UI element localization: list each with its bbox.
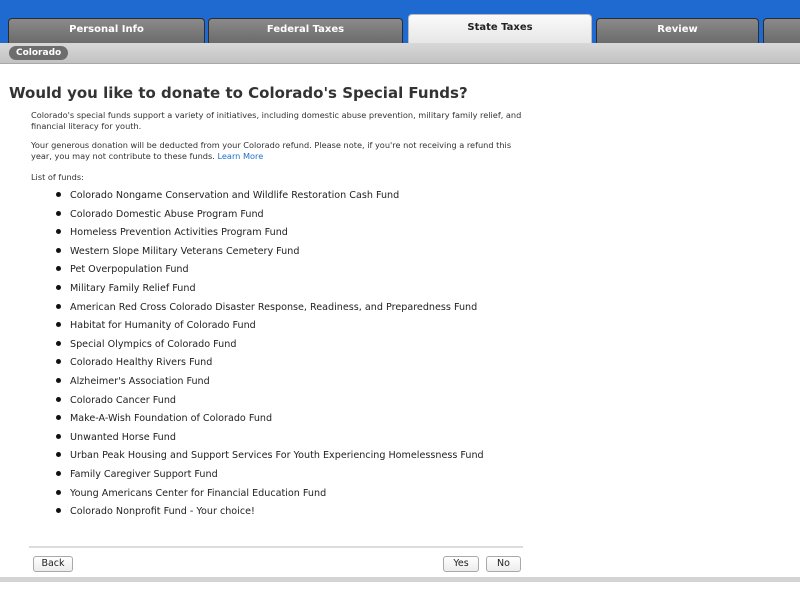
back-button[interactable]: Back [33, 556, 73, 572]
bullet-icon [56, 211, 61, 216]
list-item [56, 187, 484, 206]
bullet-icon [56, 434, 61, 439]
fund-name: Colorado Domestic Abuse Program Fund [70, 208, 264, 220]
bullet-icon [56, 452, 61, 457]
fund-name: Military Family Relief Fund [70, 282, 196, 294]
fund-name: Homeless Prevention Activities Program Fund [70, 227, 288, 239]
bullet-icon [56, 508, 61, 513]
fund-name: Colorado Healthy Rivers Fund [70, 357, 213, 369]
fund-name: Special Olympics of Colorado Fund [70, 338, 237, 350]
fund-name: Unwanted Horse Fund [70, 431, 176, 443]
tab-review[interactable]: Review [596, 18, 759, 43]
list-item [56, 410, 484, 429]
bullet-icon [56, 192, 61, 197]
fund-name: Colorado Nongame Conservation and Wildlife Restoration Cash Fund [70, 190, 400, 201]
tab-overflow[interactable] [763, 18, 800, 43]
page-title: Would you like to donate to Colorado's Special Funds? [9, 84, 468, 102]
list-item [56, 354, 484, 373]
list-item [56, 447, 484, 466]
bullet-icon [56, 378, 61, 383]
fund-name: Habitat for Humanity of Colorado Fund [70, 320, 256, 332]
bullet-icon [56, 285, 61, 290]
bullet-icon [56, 229, 61, 234]
list-item [56, 243, 484, 262]
bullet-icon [56, 322, 61, 327]
fund-name: Alzheimer's Association Fund [70, 375, 210, 387]
list-item [56, 466, 484, 485]
no-button[interactable]: No [486, 556, 521, 572]
fund-name: Urban Peak Housing and Support Services For Youth Experiencing Homelessness Fund [70, 450, 484, 462]
bullet-icon [56, 359, 61, 364]
fund-name: Family Caregiver Support Fund [70, 468, 218, 480]
bullet-icon [56, 397, 61, 402]
fund-name: Pet Overpopulation Fund [70, 264, 189, 276]
funds-list-label: List of funds: [31, 172, 84, 182]
bullet-icon [56, 415, 61, 420]
intro-paragraph: Colorado's special funds support a variety of initiatives, including domestic abuse prevention, military family relief, and financial literacy for youth. [31, 110, 522, 131]
bullet-icon [56, 471, 61, 476]
list-item [56, 299, 484, 318]
funds-list [56, 187, 484, 522]
tab-federal-taxes[interactable]: Federal Taxes [208, 18, 403, 43]
tab-personal-info[interactable]: Personal Info [8, 18, 205, 43]
list-item [56, 280, 484, 299]
footer-divider [29, 546, 523, 548]
list-item [56, 485, 484, 504]
bullet-icon [56, 266, 61, 271]
list-item [56, 261, 484, 280]
list-item [56, 224, 484, 243]
learn-more-link[interactable]: Learn More [217, 151, 264, 161]
list-item [56, 373, 484, 392]
list-item [56, 336, 484, 355]
list-item [56, 317, 484, 336]
refund-note-text: Your generous donation will be deducted from your Colorado refund. Please note, if you're not receiving a refund this year, you may not contribute to these funds. [31, 140, 512, 161]
bullet-icon [56, 248, 61, 253]
fund-name: Western Slope Military Veterans Cemetery Fund [70, 245, 300, 257]
fund-name: Young Americans Center for Financial Education Fund [70, 487, 327, 499]
bullet-icon [56, 304, 61, 309]
bottom-bar [0, 577, 800, 582]
list-item [56, 503, 484, 522]
top-tab-bar [0, 0, 800, 43]
breadcrumb-colorado[interactable]: Colorado [9, 46, 68, 60]
list-item [56, 392, 484, 411]
fund-name: Make-A-Wish Foundation of Colorado Fund [70, 413, 273, 425]
bullet-icon [56, 490, 61, 495]
bullet-icon [56, 341, 61, 346]
fund-name: Colorado Nonprofit Fund - Your choice! [70, 506, 255, 518]
fund-name: Colorado Cancer Fund [70, 394, 177, 406]
fund-name: American Red Cross Colorado Disaster Response, Readiness, and Preparedness Fund [70, 301, 478, 313]
tab-state-taxes[interactable]: State Taxes [408, 14, 592, 44]
refund-note-paragraph [31, 140, 526, 162]
list-item [56, 429, 484, 448]
breadcrumb-bar [0, 43, 800, 64]
yes-button[interactable]: Yes [443, 556, 479, 572]
list-item [56, 206, 484, 225]
